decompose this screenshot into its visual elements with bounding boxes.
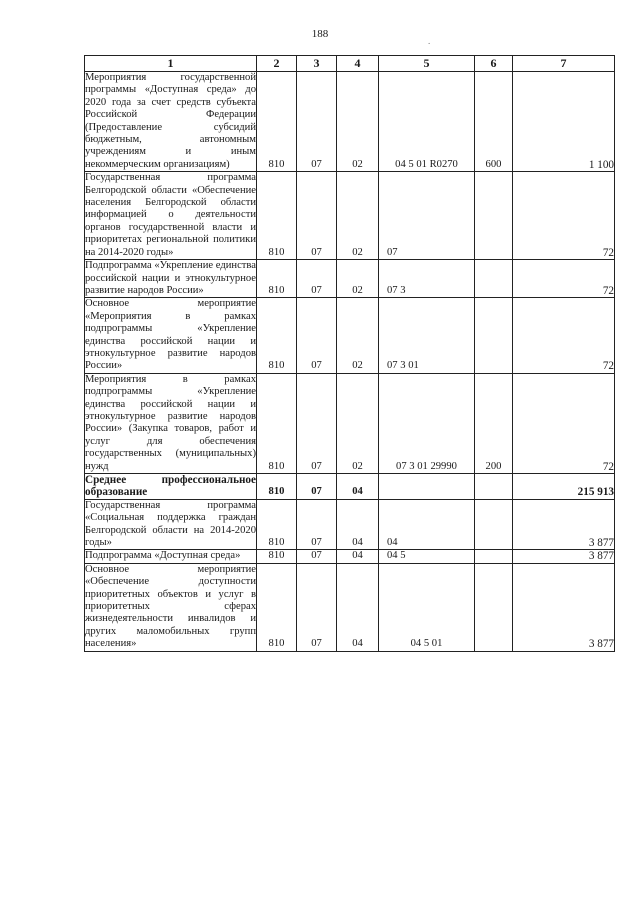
row-target: 04 5	[379, 550, 475, 563]
header-col-5: 5	[379, 56, 475, 72]
row-name: Мероприятия в рамках подпрограммы «Укрепление единства российской нации и этнокультурное развитие народов России» (Закупка товаров, работ и услуг для обеспечения государственных (муниципальных) нужд	[85, 373, 256, 472]
row-vr: 200	[475, 373, 513, 473]
row-target: 07 3 01	[379, 298, 475, 373]
table-row	[85, 373, 615, 473]
row-amount: 72	[513, 172, 615, 260]
row-section: 07	[297, 373, 337, 473]
row-grbs: 810	[257, 260, 297, 298]
row-name: Основное мероприятие «Мероприятия в рамках подпрограммы «Укрепление единства российской нации и этнокультурное развитие народов России»	[85, 298, 256, 372]
header-row	[85, 56, 615, 72]
row-amount: 3 877	[513, 550, 615, 563]
row-target: 04	[379, 499, 475, 550]
row-name: Мероприятия государственной программы «Доступная среда» до 2020 года за счет средств субъекта Российской Федерации (Предоставление субсидий бюджетным, автономным учреждениям и иным некоммерческим организациям)	[85, 72, 256, 170]
header-col-7: 7	[513, 56, 615, 72]
table-row	[85, 72, 615, 172]
row-grbs: 810	[257, 298, 297, 373]
row-vr	[475, 298, 513, 373]
header-col-4: 4	[337, 56, 379, 72]
row-subsection: 04	[337, 550, 379, 563]
row-vr	[475, 172, 513, 260]
row-subsection: 02	[337, 172, 379, 260]
header-col-1: 1	[85, 56, 257, 72]
row-subsection: 04	[337, 563, 379, 651]
table-row	[85, 550, 615, 563]
row-grbs: 810	[257, 373, 297, 473]
page-number: 188	[311, 28, 329, 40]
row-grbs: 810	[257, 499, 297, 550]
row-section: 07	[297, 550, 337, 563]
row-grbs: 810	[257, 563, 297, 651]
row-vr	[475, 260, 513, 298]
row-subsection: 04	[337, 499, 379, 550]
page-mark: .	[428, 36, 431, 46]
row-target: 07	[379, 172, 475, 260]
row-section: 07	[297, 260, 337, 298]
row-subsection: 02	[337, 298, 379, 373]
header-col-3: 3	[297, 56, 337, 72]
table-row	[85, 474, 615, 500]
table-row	[85, 260, 615, 298]
table-row	[85, 298, 615, 373]
table-row	[85, 172, 615, 260]
row-section: 07	[297, 563, 337, 651]
header-col-6: 6	[475, 56, 513, 72]
row-grbs: 810	[257, 72, 297, 172]
row-subsection: 04	[337, 474, 379, 500]
row-section: 07	[297, 298, 337, 373]
row-section: 07	[297, 72, 337, 172]
row-subsection: 02	[337, 373, 379, 473]
row-grbs: 810	[257, 172, 297, 260]
row-name: Подпрограмма «Доступная среда»	[85, 550, 257, 563]
row-vr	[475, 550, 513, 563]
row-grbs: 810	[257, 550, 297, 563]
row-amount: 72	[513, 298, 615, 373]
row-target: 07 3	[379, 260, 475, 298]
row-name: Основное мероприятие «Обеспечение доступности приоритетных объектов и услуг в приоритетных сферах жизнедеятельности инвалидов и других маломобильных групп населения»	[85, 563, 256, 650]
row-amount: 72	[513, 260, 615, 298]
row-amount: 215 913	[513, 474, 615, 500]
row-name: Государственная программа «Социальная поддержка граждан Белгородской области на 2014-2020 годы»	[85, 499, 256, 549]
row-target: 04 5 01	[379, 563, 475, 651]
row-name: Среднее профессиональное образование	[85, 474, 256, 499]
table-row	[85, 563, 615, 651]
budget-table	[84, 55, 615, 652]
row-amount: 3 877	[513, 563, 615, 651]
row-grbs: 810	[257, 474, 297, 500]
row-target: 07 3 01 29990	[379, 373, 475, 473]
row-target	[379, 474, 475, 500]
row-amount: 72	[513, 373, 615, 473]
row-vr	[475, 563, 513, 651]
row-amount: 3 877	[513, 499, 615, 550]
row-subsection: 02	[337, 72, 379, 172]
row-section: 07	[297, 474, 337, 500]
row-subsection: 02	[337, 260, 379, 298]
row-target: 04 5 01 R0270	[379, 72, 475, 172]
row-name: Государственная программа Белгородской области «Обеспечение населения Белгородской области информацией о деятельности органов государственной власти и приоритетах региональной политики на 2014-2020 годы»	[85, 172, 256, 258]
row-section: 07	[297, 172, 337, 260]
row-amount: 1 100	[513, 72, 615, 172]
row-vr	[475, 499, 513, 550]
header-col-2: 2	[257, 56, 297, 72]
row-name: Подпрограмма «Укрепление единства российской нации и этнокультурное развитие народов России»	[85, 260, 256, 296]
row-vr	[475, 474, 513, 500]
table-row	[85, 499, 615, 550]
row-vr: 600	[475, 72, 513, 172]
row-section: 07	[297, 499, 337, 550]
